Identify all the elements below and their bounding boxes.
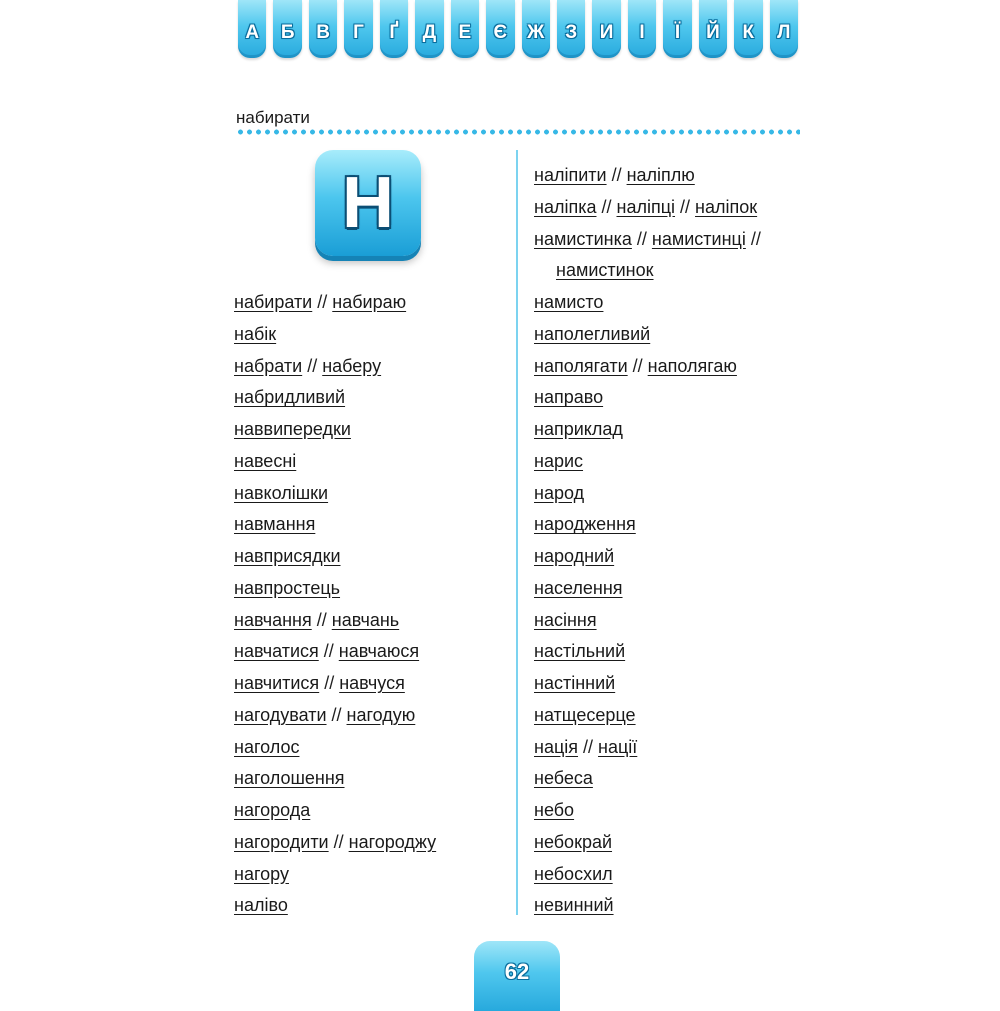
form-separator: // — [631, 228, 652, 249]
word-form: наголошення — [234, 768, 345, 789]
word-form: навчаюся — [338, 641, 420, 662]
word-form: наполягати — [534, 355, 628, 376]
word-form: набирати — [234, 292, 313, 312]
word-entry — [534, 192, 761, 224]
word-entry — [234, 763, 436, 795]
word-form: набридливий — [234, 387, 346, 408]
word-entry — [534, 414, 761, 446]
word-form: навчатися — [234, 641, 319, 662]
word-entry — [234, 795, 436, 827]
form-separator: // — [745, 228, 761, 249]
word-entry — [234, 573, 436, 605]
section-letter-badge — [315, 150, 421, 256]
column-divider — [516, 150, 518, 915]
alphabet-tab[interactable]: Й — [699, 0, 727, 58]
form-separator: // — [302, 355, 323, 376]
word-form: навмання — [234, 514, 316, 535]
word-form: намистинці — [651, 228, 746, 249]
word-entry — [234, 700, 436, 732]
word-form: небокрай — [534, 831, 613, 852]
word-form: народ — [534, 482, 585, 503]
word-entry — [534, 287, 761, 319]
word-entry — [534, 319, 761, 351]
word-form: наполягаю — [647, 355, 737, 376]
word-entry — [234, 287, 436, 319]
form-separator: // — [318, 641, 339, 662]
word-form: навпростець — [234, 577, 341, 598]
word-form: навколішки — [234, 482, 329, 503]
word-form: навприсядки — [234, 546, 341, 566]
word-form: нарис — [534, 450, 584, 471]
word-form: наберу — [322, 355, 382, 376]
page-number-tab — [474, 941, 560, 1011]
form-separator: // — [311, 609, 332, 630]
word-entry — [234, 414, 436, 446]
word-form: нагороджу — [348, 831, 437, 852]
word-entry — [234, 319, 436, 351]
form-separator: // — [675, 196, 696, 217]
dotted-divider — [236, 129, 800, 135]
word-entry — [534, 763, 761, 795]
word-entry — [234, 351, 436, 383]
word-form: народження — [534, 514, 636, 535]
word-entry — [234, 605, 436, 637]
word-entry — [534, 255, 761, 287]
alphabet-tab[interactable]: Е — [451, 0, 479, 58]
word-form: небеса — [534, 768, 593, 789]
word-form: нагору — [234, 863, 289, 884]
word-form: наголос — [234, 736, 300, 757]
word-form: насіння — [534, 609, 597, 630]
running-header-word: набирати — [236, 108, 310, 127]
word-form: направо — [534, 387, 604, 408]
alphabet-tab[interactable]: Ж — [522, 0, 550, 58]
word-entry — [534, 605, 761, 637]
word-entry — [234, 827, 436, 859]
word-entry — [534, 351, 761, 383]
word-form: нагородити — [234, 831, 329, 852]
form-separator: // — [319, 673, 340, 693]
word-entry — [534, 890, 761, 922]
word-entry — [234, 859, 436, 891]
word-entry — [534, 573, 761, 605]
word-form: небо — [534, 800, 575, 820]
word-form: набрати — [234, 355, 303, 376]
word-entry — [534, 224, 761, 256]
word-form: набираю — [332, 292, 407, 312]
word-form: намистинка — [534, 228, 632, 249]
word-form: навчуся — [339, 673, 405, 693]
word-form: нагодувати — [234, 704, 327, 725]
word-entry — [234, 446, 436, 478]
word-entry — [534, 541, 761, 573]
word-entry — [534, 509, 761, 541]
word-form: нагорода — [234, 800, 311, 820]
alphabet-tab[interactable]: Ґ — [380, 0, 408, 58]
alphabet-tab[interactable]: З — [557, 0, 585, 58]
word-form: нації — [598, 736, 638, 757]
word-form: невинний — [534, 895, 614, 916]
word-entry — [234, 509, 436, 541]
alphabet-tab[interactable]: Б — [273, 0, 301, 58]
word-entry — [534, 382, 761, 414]
word-entry — [534, 827, 761, 859]
word-entry — [234, 668, 436, 700]
word-form: наліпка — [534, 196, 597, 217]
word-form: настінний — [534, 673, 616, 693]
word-entry — [234, 478, 436, 510]
word-entry — [234, 382, 436, 414]
word-form: навчитися — [234, 673, 320, 693]
word-list-right — [534, 160, 761, 922]
word-form: народний — [534, 546, 615, 566]
word-form: наліпок — [695, 196, 758, 217]
form-separator: // — [627, 355, 648, 376]
alphabet-tab[interactable]: І — [628, 0, 656, 58]
section-letter: Н — [342, 163, 394, 243]
alphabet-tab[interactable]: И — [592, 0, 620, 58]
alphabet-tab[interactable]: Г — [344, 0, 372, 58]
word-entry — [534, 700, 761, 732]
word-form: навчань — [331, 609, 400, 630]
word-form: намистинок — [556, 260, 654, 281]
alphabet-tab[interactable]: А — [238, 0, 266, 58]
word-entry — [534, 795, 761, 827]
word-entry — [534, 859, 761, 891]
alphabet-tab[interactable]: Л — [770, 0, 798, 58]
word-form: наліво — [234, 895, 288, 916]
word-form: нація — [534, 736, 579, 757]
word-form: наприклад — [534, 419, 623, 439]
form-separator: // — [328, 831, 349, 852]
alphabet-tab[interactable]: Є — [486, 0, 514, 58]
form-separator: // — [596, 196, 617, 217]
alphabet-tab[interactable]: Д — [415, 0, 443, 58]
word-form: населення — [534, 577, 623, 598]
word-form: наліплю — [626, 165, 695, 185]
word-entry — [234, 732, 436, 764]
word-form: настільний — [534, 641, 626, 662]
form-separator: // — [312, 292, 333, 312]
word-list-left — [234, 287, 436, 922]
word-form: набік — [234, 323, 277, 344]
word-form: навесні — [234, 450, 297, 471]
page-number: 62 — [504, 959, 530, 984]
word-form: небосхил — [534, 863, 613, 884]
word-entry — [534, 668, 761, 700]
word-form: навчання — [234, 609, 312, 630]
alphabet-tab[interactable]: Ї — [663, 0, 691, 58]
word-form: наввипередки — [234, 419, 351, 439]
word-entry — [534, 160, 761, 192]
alphabet-tab[interactable]: В — [309, 0, 337, 58]
form-separator: // — [326, 704, 347, 725]
word-form: натщесерце — [534, 704, 636, 725]
form-separator: // — [578, 736, 599, 757]
word-entry — [534, 636, 761, 668]
word-form: нагодую — [346, 704, 416, 725]
word-entry — [234, 636, 436, 668]
form-separator: // — [606, 165, 627, 185]
word-entry — [534, 732, 761, 764]
word-form: наліпити — [534, 165, 607, 185]
word-form: наполегливий — [534, 323, 651, 344]
word-form: наліпці — [616, 196, 676, 217]
word-entry — [534, 446, 761, 478]
alphabet-tab[interactable]: К — [734, 0, 762, 58]
word-entry — [234, 541, 436, 573]
word-form: намисто — [534, 292, 604, 312]
alphabet-tab-bar — [238, 0, 798, 62]
word-entry — [534, 478, 761, 510]
word-entry — [234, 890, 436, 922]
